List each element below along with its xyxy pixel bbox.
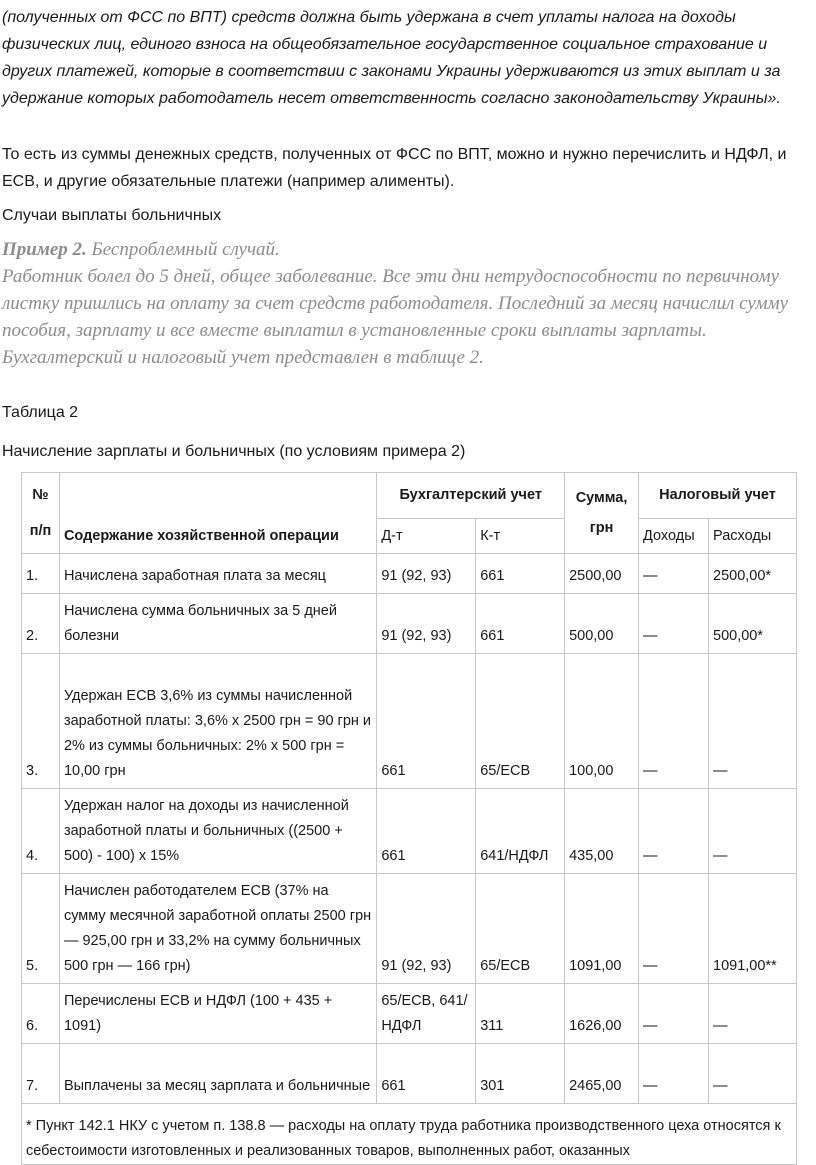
row-operation: Начислена заработная плата за месяц <box>59 554 376 594</box>
row-debit: 91 (92, 93) <box>377 554 476 594</box>
row-sum: 100,00 <box>565 654 639 789</box>
row-sum: 500,00 <box>565 594 639 654</box>
header-num: № п/п <box>22 473 60 554</box>
explanation-paragraph: То есть из суммы денежных средств, полученных от ФСС по ВПТ, можно и нужно перечислить и НДФЛ, и ЕСВ, и другие обязательные платежи (например алименты). <box>2 146 787 190</box>
row-expenses: 2500,00* <box>709 554 797 594</box>
row-credit: 311 <box>476 984 565 1044</box>
example-block <box>2 236 810 371</box>
row-num: 1. <box>22 554 60 594</box>
row-income: — <box>639 654 709 789</box>
row-credit: 661 <box>476 594 565 654</box>
row-credit: 65/ЕСВ <box>476 874 565 984</box>
example-title: Пример 2. <box>2 239 87 260</box>
row-operation: Выплачены за месяц зарплата и больничные <box>59 1044 376 1104</box>
row-expenses: — <box>709 789 797 874</box>
header-expenses: Расходы <box>709 518 797 553</box>
quote-text: (полученных от ФСС по ВПТ) средств должна быть удержана в счет уплаты налога на доходы физических лиц, единого взноса на общеобязательное государственное социальное страхование и других платежей, которые в соответствии с законами Украины удерживаются из этих выплат и за удержание которых работодатель несет ответственность согласно законодательству Украины». <box>2 9 781 107</box>
header-operation: Содержание хозяйственной операции <box>59 473 376 554</box>
row-expenses: — <box>709 654 797 789</box>
table-title: Начисление зарплаты и больничных (по условиям примера 2) <box>2 443 466 460</box>
row-sum: 2465,00 <box>565 1044 639 1104</box>
row-num: 6. <box>22 984 60 1044</box>
example-text: Работник болел до 5 дней, общее заболевание. Все эти дни нетрудоспособности по первичному листку пришлись на оплату за счет средств работодателя. Последний за месяц начислил сумму пособия, зарплату и все вместе выплатил в установленные сроки выплаты зарплаты. Бухгалтерский и налоговый учет представлен в таблице 2. <box>2 266 789 368</box>
row-debit: 661 <box>377 654 476 789</box>
header-sum: Сумма, грн <box>565 473 639 554</box>
table-row <box>22 654 797 789</box>
row-credit: 65/ЕСВ <box>476 654 565 789</box>
row-debit: 91 (92, 93) <box>377 874 476 984</box>
row-income: — <box>639 789 709 874</box>
footnote: * Пункт 142.1 НКУ с учетом п. 138.8 — расходы на оплату труда работника производственного цеха относятся к себестоимости изготовленных и реализованных товаров, выполненных работ, оказанных <box>22 1104 797 1165</box>
header-accounting: Бухгалтерский учет <box>377 473 565 519</box>
table-row <box>22 554 797 594</box>
row-sum: 1091,00 <box>565 874 639 984</box>
table-row <box>22 874 797 984</box>
row-income: — <box>639 984 709 1044</box>
row-income: — <box>639 874 709 984</box>
row-operation: Начислен работодателем ЕСВ (37% на сумму месячной заработной оплаты 2500 грн — 925,00 грн и 33,2% на сумму больничных 500 грн — 166 грн) <box>59 874 376 984</box>
row-debit: 661 <box>377 789 476 874</box>
row-sum: 435,00 <box>565 789 639 874</box>
row-credit: 301 <box>476 1044 565 1104</box>
row-income: — <box>639 554 709 594</box>
row-operation: Начислена сумма больничных за 5 дней болезни <box>59 594 376 654</box>
row-operation: Удержан ЕСВ 3,6% из суммы начисленной заработной платы: 3,6% х 2500 грн = 90 грн и 2% из суммы больничных: 2% х 500 грн = 10,00 грн <box>59 654 376 789</box>
table-row <box>22 1044 797 1104</box>
row-num: 2. <box>22 594 60 654</box>
row-num: 7. <box>22 1044 60 1104</box>
row-num: 4. <box>22 789 60 874</box>
row-expenses: 1091,00** <box>709 874 797 984</box>
row-sum: 2500,00 <box>565 554 639 594</box>
accounting-table <box>21 472 797 1165</box>
row-income: — <box>639 1044 709 1104</box>
table-row <box>22 789 797 874</box>
row-income: — <box>639 594 709 654</box>
header-income: Доходы <box>639 518 709 553</box>
row-operation: Удержан налог на доходы из начисленной заработной платы и больничных ((2500 + 500) - 100) х 15% <box>59 789 376 874</box>
row-credit: 641/НДФЛ <box>476 789 565 874</box>
cases-heading: Случаи выплаты больничных <box>2 207 222 224</box>
row-expenses: — <box>709 1044 797 1104</box>
header-credit: К-т <box>476 518 565 553</box>
row-num: 5. <box>22 874 60 984</box>
row-operation: Перечислены ЕСВ и НДФЛ (100 + 435 + 1091) <box>59 984 376 1044</box>
example-subtitle: Беспроблемный случай. <box>91 239 280 260</box>
table-row <box>22 594 797 654</box>
row-debit: 65/ЕСВ, 641/НДФЛ <box>377 984 476 1044</box>
row-num: 3. <box>22 654 60 789</box>
header-debit: Д-т <box>377 518 476 553</box>
header-tax: Налоговый учет <box>639 473 797 519</box>
row-expenses: 500,00* <box>709 594 797 654</box>
table-caption: Таблица 2 <box>2 404 79 421</box>
row-expenses: — <box>709 984 797 1044</box>
row-debit: 91 (92, 93) <box>377 594 476 654</box>
table-row <box>22 984 797 1044</box>
row-debit: 661 <box>377 1044 476 1104</box>
row-credit: 661 <box>476 554 565 594</box>
row-sum: 1626,00 <box>565 984 639 1044</box>
footnote-row <box>22 1104 797 1165</box>
